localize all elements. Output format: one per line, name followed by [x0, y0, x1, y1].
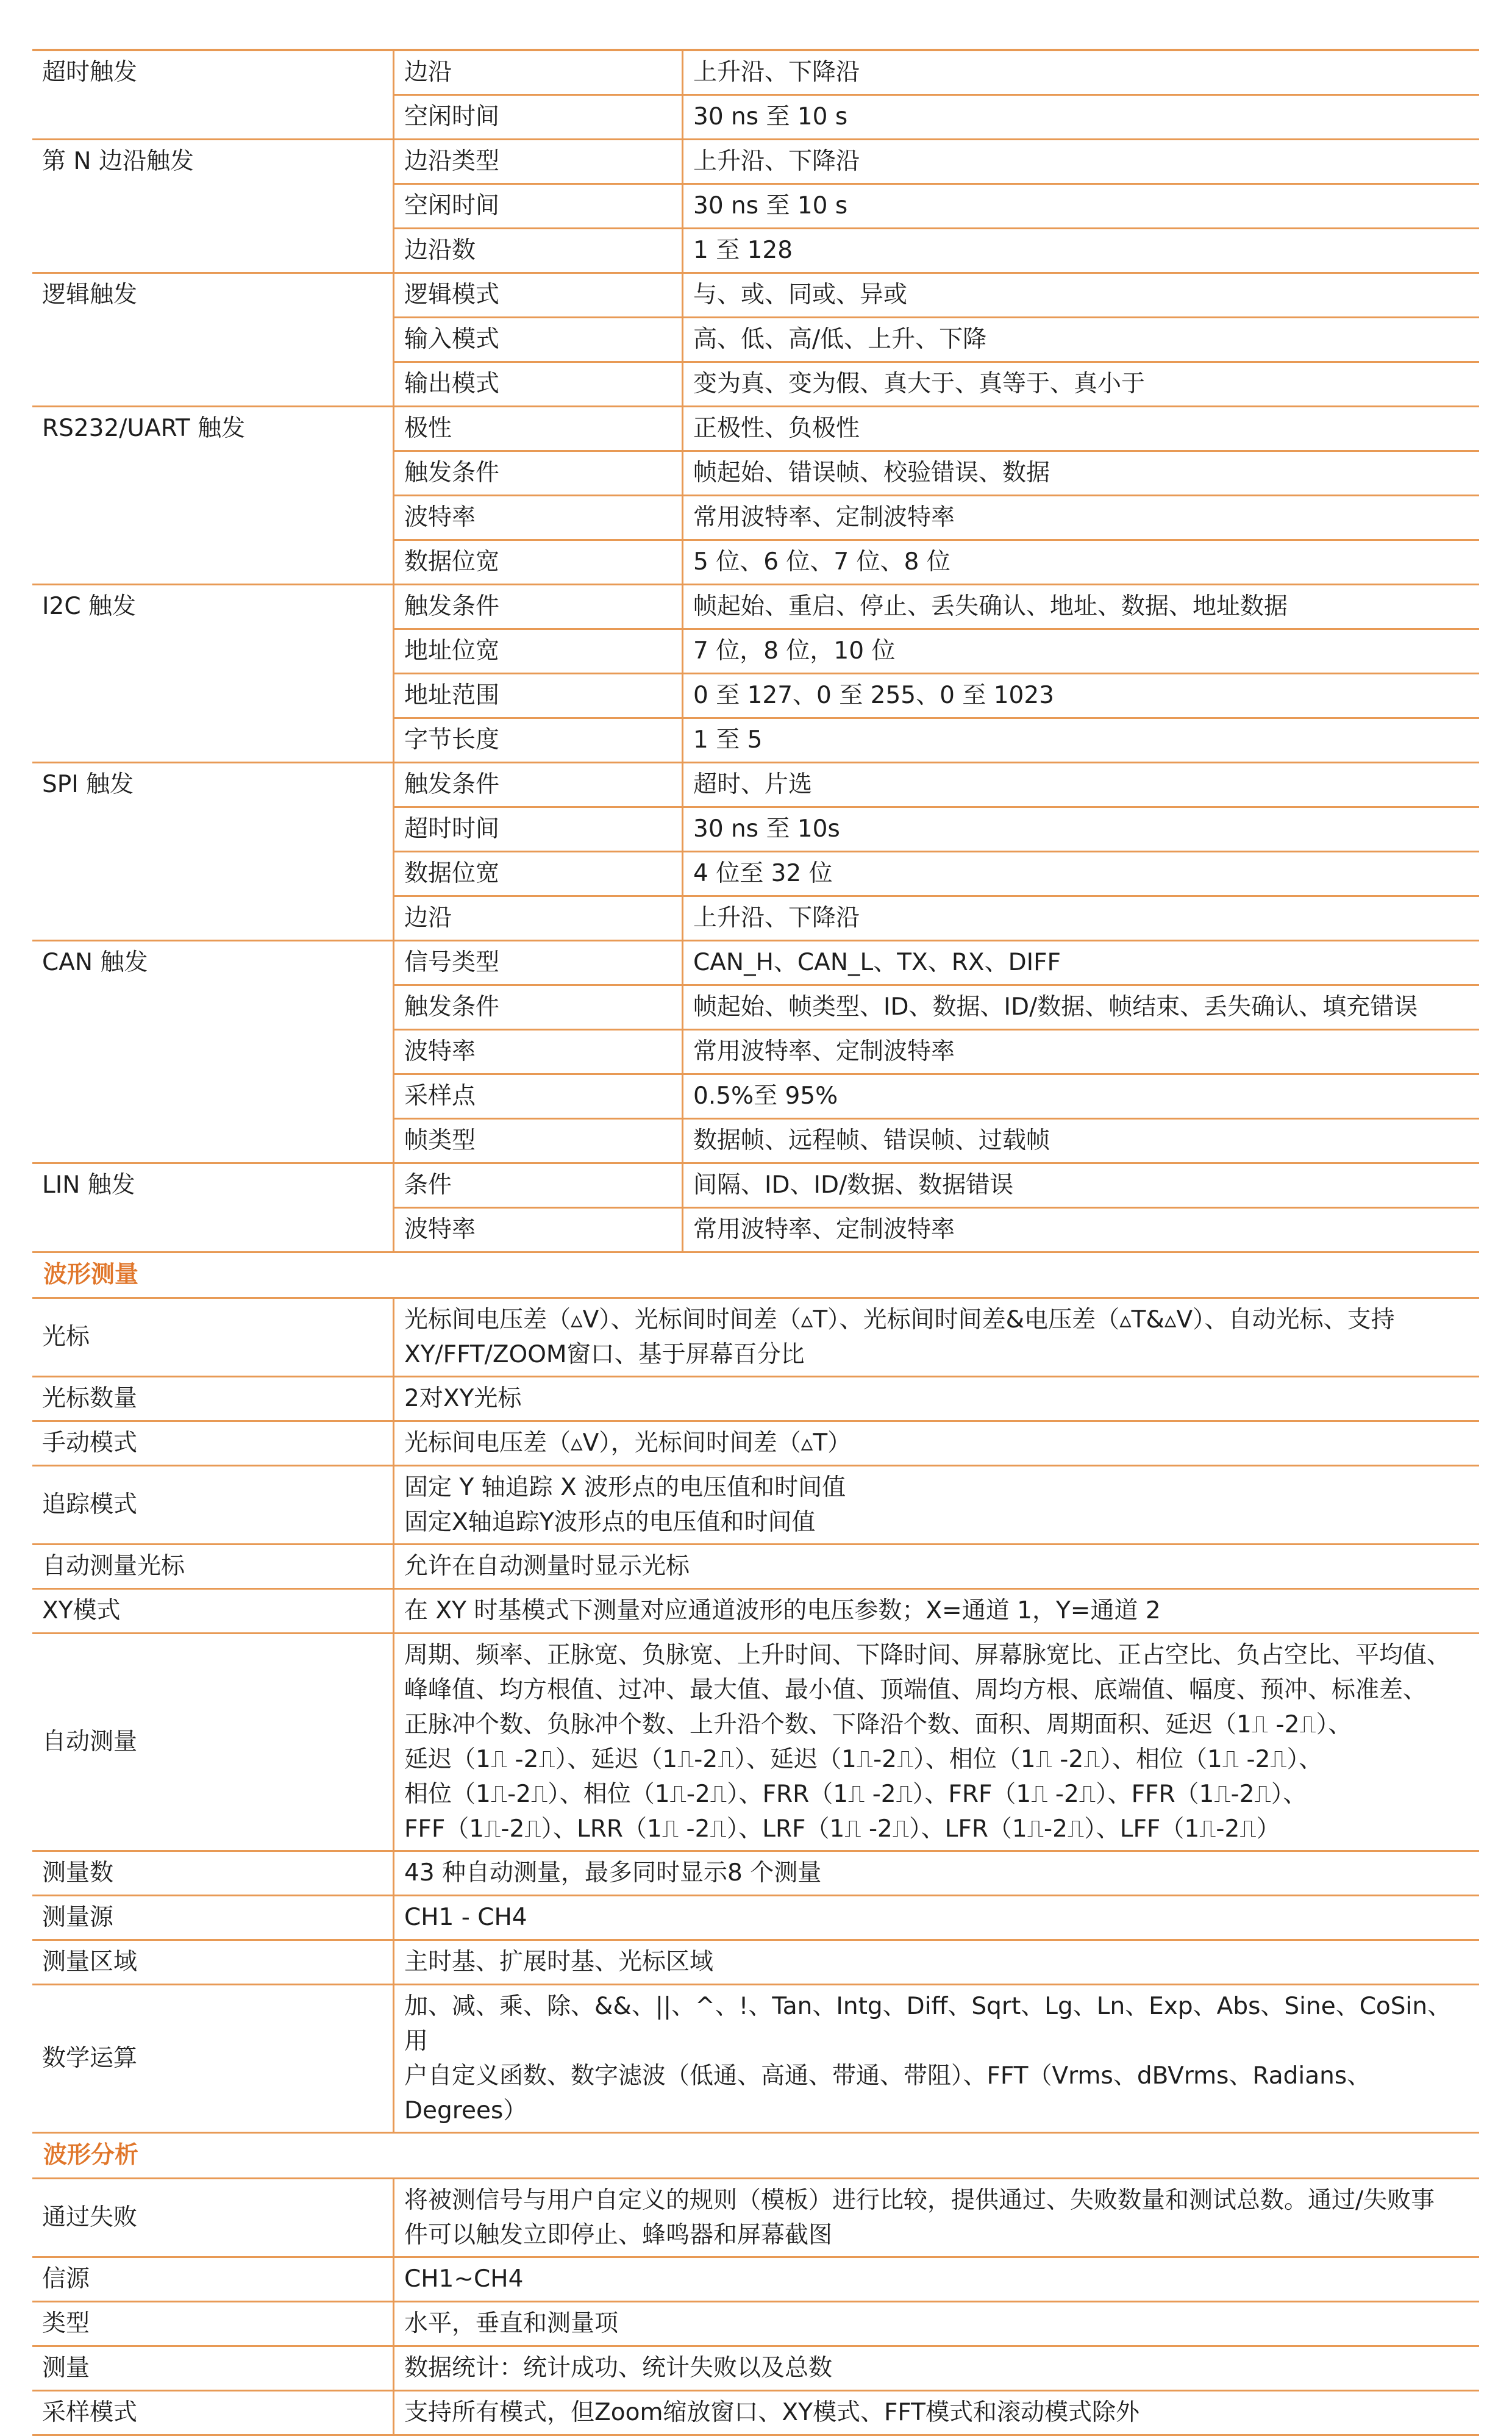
- param-row: [394, 1164, 1479, 1209]
- param-value: 30 ns 至 10s: [693, 815, 840, 843]
- param-value: 超时、片选: [693, 771, 813, 798]
- param-name: 空闲时间: [394, 96, 683, 138]
- param-value: 常用波特率、定制波特率: [693, 1038, 955, 1065]
- param-row: [394, 1120, 1479, 1162]
- spec-value: [394, 1852, 1479, 1895]
- spec-value: [394, 2391, 1479, 2434]
- param-row: [394, 941, 1479, 986]
- trigger-group-params: [394, 1164, 1479, 1251]
- spec-value-line: 延迟（1⎍ -2⎍）、延迟（1⎍-2⎍）、延迟（1⎍-2⎍）、相位（1⎍ -2⎍）、相位（1⎍ -2⎍）、: [404, 1746, 1323, 1773]
- trigger-group-name: CAN 触发: [32, 941, 394, 1162]
- section-heading-measure: 波形测量: [32, 1253, 1479, 1299]
- spec-value: [394, 1422, 1479, 1465]
- spec-row: [32, 2347, 1479, 2391]
- param-value: CAN_H、CAN_L、TX、RX、DIFF: [693, 949, 1061, 976]
- trigger-group-name: 第 N 边沿触发: [32, 140, 394, 272]
- param-value: 上升沿、下降沿: [693, 904, 860, 932]
- spec-value-line: 数据统计：统计成功、统计失败以及总数: [404, 2354, 833, 2382]
- param-row: [394, 897, 1479, 940]
- param-row: [394, 1075, 1479, 1120]
- param-name: 信号类型: [394, 941, 683, 984]
- param-row: [394, 630, 1479, 674]
- param-value: 帧起始、帧类型、ID、数据、ID/数据、帧结束、丢失确认、填充错误: [693, 993, 1418, 1021]
- spec-row: [32, 1422, 1479, 1466]
- spec-key: 光标: [32, 1299, 394, 1376]
- spec-row: [32, 1545, 1479, 1590]
- param-name: 输出模式: [394, 363, 683, 405]
- param-name: 逻辑模式: [394, 274, 683, 316]
- spec-value-line: XY/FFT/ZOOM窗口、基于屏幕百分比: [404, 1341, 805, 1368]
- param-value: 变为真、变为假、真大于、真等于、真小于: [693, 370, 1146, 398]
- trigger-group: [32, 763, 1479, 941]
- param-row: [394, 808, 1479, 852]
- spec-value: [394, 1590, 1479, 1632]
- spec-value-line: 允许在自动测量时显示光标: [404, 1552, 690, 1580]
- trigger-group: [32, 1164, 1479, 1253]
- param-value: 上升沿、下降沿: [693, 59, 860, 86]
- spec-value-line: 水平，垂直和测量项: [404, 2310, 619, 2337]
- trigger-group-name: RS232/UART 触发: [32, 407, 394, 584]
- section-heading-analysis: 波形分析: [32, 2134, 1479, 2179]
- spec-value: [394, 2347, 1479, 2390]
- spec-value-line: 光标间电压差（▵V），光标间时间差（▵T）: [404, 1429, 852, 1457]
- trigger-group: [32, 274, 1479, 407]
- spec-row: [32, 2302, 1479, 2347]
- param-row: [394, 140, 1479, 185]
- spec-value-line: 相位（1⎍-2⎍）、相位（1⎍-2⎍）、FRR（1⎍ -2⎍）、FRF（1⎍ -2⎍）、FFR（1⎍-2⎍）、: [404, 1781, 1307, 1808]
- param-name: 地址位宽: [394, 630, 683, 673]
- spec-value: [394, 2258, 1479, 2301]
- trigger-group-params: [394, 407, 1479, 584]
- param-name: 空闲时间: [394, 185, 683, 227]
- spec-row: [32, 1941, 1479, 1985]
- trigger-group-params: [394, 140, 1479, 272]
- spec-value-line: 周期、频率、正脉宽、负脉宽、上升时间、下降时间、屏幕脉宽比、正占空比、负占空比、平均值、: [404, 1641, 1451, 1669]
- trigger-group: [32, 51, 1479, 140]
- spec-key: 通过失败: [32, 2179, 394, 2256]
- analysis-table: [32, 2179, 1479, 2436]
- spec-value: [394, 1896, 1479, 1939]
- trigger-group-name: LIN 触发: [32, 1164, 394, 1251]
- spec-value: [394, 1299, 1479, 1376]
- param-row: [394, 51, 1479, 96]
- spec-value: [394, 1985, 1479, 2132]
- spec-value-line: 将被测信号与用户自定义的规则（模板）进行比较，提供通过、失败数量和测试总数。通过/失败事: [404, 2187, 1435, 2214]
- spec-key: 测量源: [32, 1896, 394, 1939]
- param-name: 帧类型: [394, 1120, 683, 1162]
- param-value: 帧起始、重启、停止、丢失确认、地址、数据、地址数据: [693, 593, 1288, 620]
- param-row: [394, 541, 1479, 584]
- param-value: 与、或、同或、异或: [693, 281, 908, 309]
- param-row: [394, 763, 1479, 808]
- spec-value-line: 正脉冲个数、负脉冲个数、上升沿个数、下降沿个数、面积、周期面积、延迟（1⎍ -2⎍）、: [404, 1711, 1352, 1738]
- trigger-group-name: 超时触发: [32, 51, 394, 138]
- spec-value-line: 件可以触发立即停止、蜂鸣器和屏幕截图: [404, 2221, 833, 2249]
- spec-key: 测量区域: [32, 1941, 394, 1984]
- param-name: 触发条件: [394, 585, 683, 628]
- param-row: [394, 852, 1479, 897]
- spec-row: [32, 1590, 1479, 1634]
- trigger-group-params: [394, 763, 1479, 940]
- spec-key: 数学运算: [32, 1985, 394, 2132]
- measure-table: [32, 1299, 1479, 2134]
- spec-value-line: 2对XY光标: [404, 1385, 522, 1412]
- spec-value: [394, 2302, 1479, 2345]
- spec-value-line: 在 XY 时基模式下测量对应通道波形的电压参数；X=通道 1，Y=通道 2: [404, 1597, 1161, 1624]
- spec-row: [32, 2258, 1479, 2302]
- spec-sheet: [32, 49, 1479, 2436]
- param-name: 触发条件: [394, 452, 683, 495]
- trigger-group-params: [394, 274, 1479, 405]
- spec-value-line: 户自定义函数、数字滤波（低通、高通、带通、带阻）、FFT（Vrms、dBVrms、Radians、Degrees）: [404, 2062, 1371, 2124]
- trigger-group-params: [394, 51, 1479, 138]
- spec-key: XY模式: [32, 1590, 394, 1632]
- param-value: 数据帧、远程帧、错误帧、过载帧: [693, 1127, 1050, 1154]
- param-row: [394, 274, 1479, 318]
- param-row: [394, 986, 1479, 1030]
- param-row: [394, 407, 1479, 452]
- param-row: [394, 318, 1479, 363]
- param-value: 1 至 128: [693, 237, 793, 264]
- param-value: 30 ns 至 10 s: [693, 192, 848, 220]
- spec-key: 测量: [32, 2347, 394, 2390]
- spec-value-line: 光标间电压差（▵V）、光标间时间差（▵T）、光标间时间差&电压差（▵T&▵V）、自动光标、支持: [404, 1306, 1395, 1334]
- param-value: 0 至 127、0 至 255、0 至 1023: [693, 682, 1054, 709]
- spec-value-line: 43 种自动测量，最多同时显示8 个测量: [404, 1859, 822, 1887]
- param-row: [394, 1030, 1479, 1075]
- trigger-group: [32, 140, 1479, 274]
- param-name: 触发条件: [394, 763, 683, 806]
- param-name: 边沿: [394, 897, 683, 940]
- param-value: 30 ns 至 10 s: [693, 103, 848, 130]
- trigger-group: [32, 941, 1479, 1164]
- spec-row: [32, 1852, 1479, 1896]
- spec-value-line: 固定X轴追踪Y波形点的电压值和时间值: [404, 1509, 816, 1536]
- trigger-table: [32, 51, 1479, 1253]
- spec-value: [394, 1466, 1479, 1543]
- param-row: [394, 496, 1479, 541]
- spec-key: 追踪模式: [32, 1466, 394, 1543]
- spec-value: [394, 1634, 1479, 1850]
- param-name: 数据位宽: [394, 541, 683, 584]
- param-name: 波特率: [394, 496, 683, 539]
- param-name: 极性: [394, 407, 683, 450]
- param-row: [394, 96, 1479, 138]
- param-row: [394, 185, 1479, 229]
- spec-key: 信源: [32, 2258, 394, 2301]
- param-name: 数据位宽: [394, 852, 683, 895]
- param-row: [394, 363, 1479, 405]
- spec-value-line: 加、减、乘、除、&&、||、^、!、Tan、Intg、Diff、Sqrt、Lg、Ln、Exp、Abs、Sine、CoSin、用: [404, 1993, 1452, 2055]
- param-value: 4 位至 32 位: [693, 860, 833, 887]
- param-row: [394, 674, 1479, 719]
- trigger-group-name: 逻辑触发: [32, 274, 394, 405]
- spec-row: [32, 1985, 1479, 2134]
- param-row: [394, 229, 1479, 272]
- spec-key: 类型: [32, 2302, 394, 2345]
- spec-value-line: 支持所有模式，但Zoom缩放窗口、XY模式、FFT模式和滚动模式除外: [404, 2399, 1139, 2426]
- param-value: 上升沿、下降沿: [693, 148, 860, 175]
- param-value: 帧起始、错误帧、校验错误、数据: [693, 459, 1050, 487]
- spec-value: [394, 2179, 1479, 2256]
- param-name: 条件: [394, 1164, 683, 1207]
- spec-key: 光标数量: [32, 1377, 394, 1420]
- param-value: 5 位、6 位、7 位、8 位: [693, 548, 950, 576]
- param-name: 边沿: [394, 51, 683, 94]
- param-name: 输入模式: [394, 318, 683, 361]
- param-value: 常用波特率、定制波特率: [693, 504, 955, 531]
- spec-value-line: 主时基、扩展时基、光标区域: [404, 1948, 714, 1976]
- param-name: 超时时间: [394, 808, 683, 851]
- spec-key: 测量数: [32, 1852, 394, 1895]
- param-row: [394, 585, 1479, 630]
- spec-value-line: CH1~CH4: [404, 2265, 524, 2293]
- param-name: 采样点: [394, 1075, 683, 1118]
- param-row: [394, 1209, 1479, 1251]
- param-name: 波特率: [394, 1030, 683, 1073]
- param-row: [394, 719, 1479, 762]
- spec-row: [32, 1896, 1479, 1941]
- spec-value-line: CH1 - CH4: [404, 1904, 527, 1931]
- param-value: 常用波特率、定制波特率: [693, 1216, 955, 1243]
- spec-row: [32, 1377, 1479, 1422]
- spec-value: [394, 1941, 1479, 1984]
- spec-row: [32, 2179, 1479, 2258]
- param-value: 间隔、ID、ID/数据、数据错误: [693, 1171, 1014, 1199]
- trigger-group-name: I2C 触发: [32, 585, 394, 762]
- spec-row: [32, 1634, 1479, 1852]
- param-value: 0.5%至 95%: [693, 1082, 838, 1110]
- trigger-group: [32, 585, 1479, 763]
- spec-key: 自动测量光标: [32, 1545, 394, 1588]
- spec-row: [32, 1466, 1479, 1545]
- trigger-group-params: [394, 941, 1479, 1162]
- spec-value-line: 峰峰值、均方根值、过冲、最大值、最小值、顶端值、周均方根、底端值、幅度、预冲、标准差、: [404, 1676, 1427, 1704]
- spec-key: 自动测量: [32, 1634, 394, 1850]
- param-value: 正极性、负极性: [693, 415, 860, 442]
- param-name: 字节长度: [394, 719, 683, 762]
- trigger-group-params: [394, 585, 1479, 762]
- trigger-group: [32, 407, 1479, 585]
- param-name: 波特率: [394, 1209, 683, 1251]
- spec-key: 采样模式: [32, 2391, 394, 2434]
- spec-value-line: FFF（1⎍-2⎍）、LRR（1⎍ -2⎍）、LRF（1⎍ -2⎍）、LFR（1⎍-2⎍）、LFF（1⎍-2⎍）: [404, 1815, 1280, 1843]
- spec-key: 手动模式: [32, 1422, 394, 1465]
- param-name: 边沿类型: [394, 140, 683, 183]
- param-value: 高、低、高/低、上升、下降: [693, 326, 987, 353]
- param-value: 1 至 5: [693, 726, 763, 754]
- param-row: [394, 452, 1479, 496]
- spec-value-line: 固定 Y 轴追踪 X 波形点的电压值和时间值: [404, 1474, 846, 1501]
- param-name: 地址范围: [394, 674, 683, 717]
- param-value: 7 位，8 位，10 位: [693, 637, 896, 665]
- trigger-group-name: SPI 触发: [32, 763, 394, 940]
- spec-value: [394, 1377, 1479, 1420]
- param-name: 边沿数: [394, 229, 683, 272]
- spec-value: [394, 1545, 1479, 1588]
- param-name: 触发条件: [394, 986, 683, 1029]
- spec-row: [32, 2391, 1479, 2436]
- spec-row: [32, 1299, 1479, 1377]
